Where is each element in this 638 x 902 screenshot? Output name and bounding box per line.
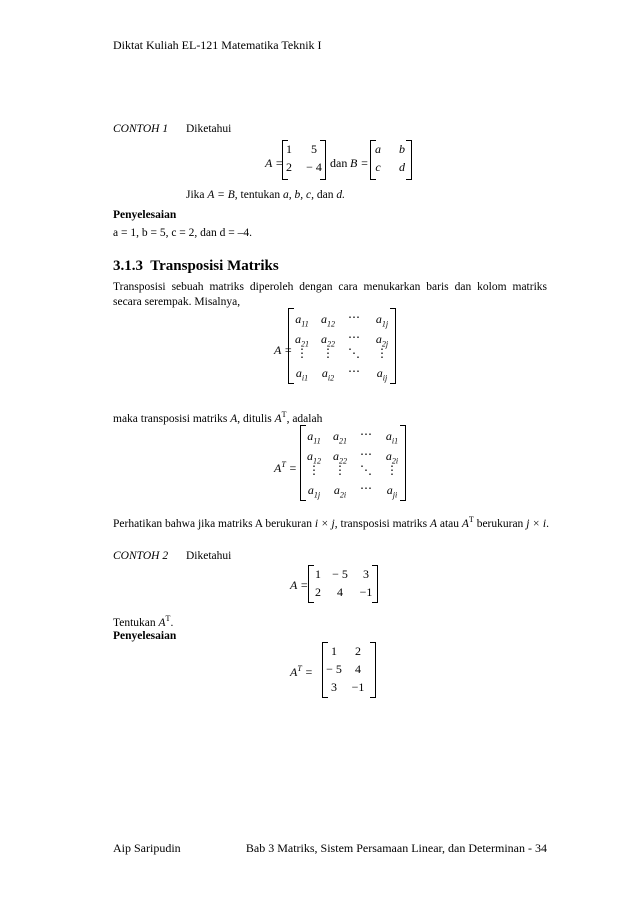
eq-A-label: A = — [265, 156, 284, 170]
contoh2-question: Tentukan $A^T$. — [113, 614, 174, 629]
matrix-cell: 5 — [311, 142, 317, 156]
matrix-cell: c — [375, 160, 381, 174]
contoh1-question: Jika A = B, tentukan a, b, c, dan d. — [186, 189, 345, 201]
contoh2-solution-label: Penyelesaian — [113, 630, 177, 642]
matrix-B — [370, 140, 412, 180]
contoh1-label: CONTOH 1 — [113, 123, 169, 135]
matrix-cell: 1 — [286, 142, 292, 156]
matrix-A-general: $a_{11}$ $a_{12}$ ⋯ $a_{1j}$ $a_{21}$ $a_{22}$ ⋯ $a_{2j}$ ⋮ ⋮ ⋱ ⋮ $a_{i1}$ $a_{i2}$ ⋯ $a_{ij}$ — [288, 308, 396, 384]
footer-chapter: Bab 3 Matriks, Sistem Persamaan Linear, dan Determinan - 34 — [245, 841, 547, 855]
contoh1-diketahui: Diketahui — [186, 123, 232, 135]
eq-AT-general-label: $A^T$ = — [274, 460, 297, 475]
matrix-cell: − 4 — [306, 160, 322, 174]
matrix-AT-general: $a_{11}$ $a_{21}$ ⋯ $a_{i1}$ $a_{12}$ $a_{22}$ ⋯ $a_{2i}$ ⋮ ⋮ ⋱ ⋮ $a_{1j}$ $a_{2i}$ ⋯ $a_{ji}$ — [300, 425, 406, 501]
eq-B-label: B = — [350, 156, 369, 170]
matrix-cell: 2 — [286, 160, 292, 174]
matrix-cell: b — [399, 142, 405, 156]
section-para2: maka transposisi matriks A, ditulis $A^T$, adalah — [113, 410, 323, 425]
matrix-A-c1 — [282, 140, 326, 180]
section-note: Perhatikan bahwa jika matriks A berukuran i × j, transposisi matriks A atau $A^T$ berukuran j × i. — [113, 515, 549, 530]
footer-author: Aip Saripudin — [113, 841, 181, 855]
eq-A-general-label: A = — [274, 343, 293, 357]
eq-AT2-label: $A^T$ = — [290, 664, 313, 679]
section-para1: Transposisi sebuah matriks diperoleh dengan cara menukarkan baris dan kolom matriks secara serempak. Misalnya, — [113, 281, 547, 308]
contoh2-diketahui: Diketahui — [186, 550, 232, 562]
matrix-cell: a — [375, 142, 381, 156]
page-header: Diktat Kuliah EL-121 Matematika Teknik I — [113, 38, 322, 52]
matrix-AT2: 1 2 − 5 4 3 −1 — [322, 642, 376, 698]
section-title: 3.1.3 Transposisi Matriks — [113, 258, 279, 274]
contoh1-answer: a = 1, b = 5, c = 2, dan d = –4. — [113, 227, 253, 239]
dan-text: dan — [330, 156, 348, 170]
eq-A2-label: A = — [290, 578, 309, 592]
contoh1-solution-label: Penyelesaian — [113, 209, 177, 221]
contoh2-label: CONTOH 2 — [113, 550, 169, 562]
matrix-A2: 1 − 5 3 2 4 −1 — [308, 565, 378, 603]
matrix-cell: d — [399, 160, 405, 174]
